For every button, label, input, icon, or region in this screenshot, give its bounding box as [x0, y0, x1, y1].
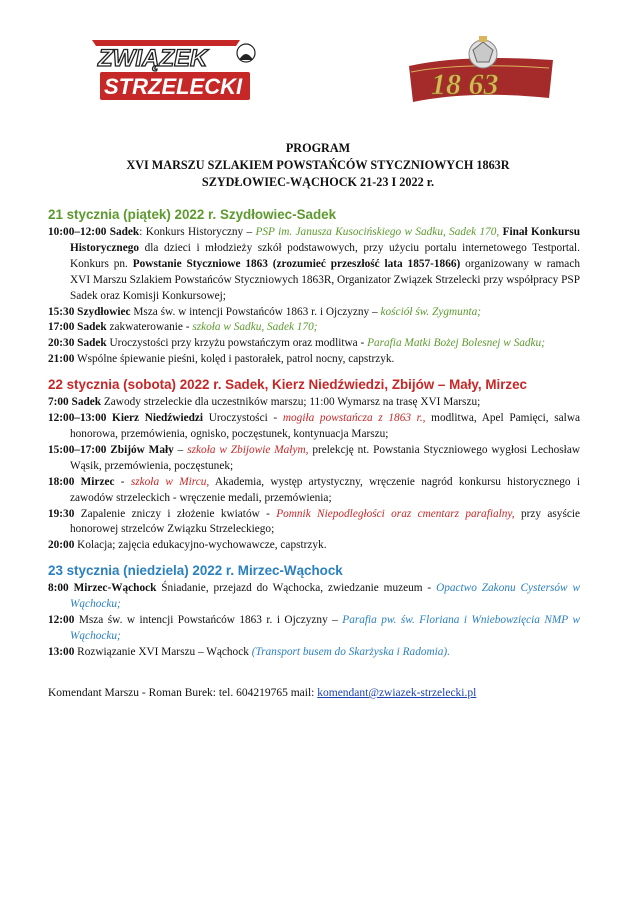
program-entry: 20:30 Sadek Uroczystości przy krzyżu powstańczym oraz modlitwa - Parafia Matki Bożej Bolesnej w Sadku; [48, 337, 545, 350]
program-entry: 18:00 Mirzec - szkoła w Mircu, Akademia, występ artystyczny, wręczenie nagród konkursu historycznego i zawodów strzeleckich - wręczenie medali, przemówienia; [48, 475, 580, 504]
program-entry: 15:00–17:00 Zbijów Mały – szkoła w Zbijowie Małym, prelekcję nt. Powstania Styczniowego wygłosi Lechosław Wąsik, przemówienia, poczęstunek; [48, 443, 580, 472]
program-entry: 10:00–12:00 Sadek: Konkurs Historyczny – PSP im. Janusza Kusocińskiego w Sadku, Sadek 170, Finał Konkursu Historycznego dla dzieci i młodzieży szkół podstawowych, przy użyciu portalu internetowego Testportal. Konkurs pn. Powstanie Styczniowe 1863 (zrozumieć przeszłość lata 1857-1866) organizowany w ramach XVI Marszu Szlakiem Powstańców Styczniowych 1863R, Organizator Związek Strzelecki przy współpracy PSP Sadek oraz Komisji Konkursowej; [48, 226, 580, 302]
program-entry: 19:30 Zapalenie zniczy i złożenie kwiatów - Pomnik Niepodległości oraz cmentarz parafialny, przy asyście honorowej strzelców Związku Strzeleckiego; [48, 507, 581, 536]
program-entry: 20:00 Kolacja; zajęcia edukacyjno-wychowawcze, capstrzyk. [48, 539, 327, 552]
logo-line1: ZWIĄZEK [98, 45, 208, 72]
program-entry: 15:30 Szydłowiec Msza św. w intencji Powstańców 1863 r. i Ojczyzny – kościół św. Zygmunta; [48, 305, 482, 318]
title-line1: PROGRAM [285, 141, 351, 155]
day-heading: 21 stycznia (piątek) 2022 r. Szydłowiec-Sadek [48, 207, 337, 222]
program-entry: 17:00 Sadek zakwaterowanie - szkoła w Sadku, Sadek 170; [48, 321, 318, 334]
footer-contact [48, 687, 476, 699]
title-line3: SZYDŁOWIEC-WĄCHOCK 21-23 I 2022 r. [201, 175, 435, 189]
logo-year: 18 63 [431, 68, 499, 101]
day-heading: 22 stycznia (sobota) 2022 r. Sadek, Kierz Niedźwiedzi, Zbijów – Mały, Mirzec [48, 377, 527, 393]
program-entry: 13:00 Rozwiązanie XVI Marszu – Wąchock (Transport busem do Skarżyska i Radomia). [48, 645, 451, 658]
email-link[interactable]: komendant@zwiazek-strzelecki.pl [317, 687, 477, 699]
document-title [0, 140, 636, 191]
program-entry: 21:00 Wspólne śpiewanie pieśni, kolęd i pastorałek, patrol nocny, capstrzyk. [48, 353, 395, 366]
1863-logo [403, 32, 558, 104]
program-entry: 12:00–13:00 Kierz Niedźwiedzi Uroczystości - mogiła powstańcza z 1863 r., modlitwa, Apel Pamięci, salwa honorowa, przemówienia, ognisko, poczęstunek, kontynuacja Marszu; [48, 412, 580, 440]
footer-text: Komendant Marszu - Roman Burek: tel. 604219765 mail: [48, 687, 318, 699]
program-entry: 7:00 Sadek Zawody strzeleckie dla uczestników marszu; 11:00 Wymarsz na trasę XVI Marszu; [48, 396, 481, 409]
eagle-icon [469, 36, 497, 68]
title-line2: XVI MARSZU SZLAKIEM POWSTAŃCÓW STYCZNIOWYCH 1863R [126, 158, 510, 172]
program-content [48, 206, 580, 661]
day-heading: 23 stycznia (niedziela) 2022 r. Mirzec-Wąchock [48, 563, 343, 579]
zwiazek-strzelecki-logo [90, 38, 260, 108]
program-entry: 8:00 Mirzec-Wąchock Śniadanie, przejazd do Wąchocka, zwiedzanie muzeum - Opactwo Zakonu Cystersów w Wąchocku; [48, 582, 580, 611]
program-entry: 12:00 Msza św. w intencji Powstańców 1863 r. i Ojczyzny – Parafia pw. św. Floriana i Wniebowzięcia NMP w Wąchocku; [48, 614, 580, 642]
logo-line2: STRZELECKI [104, 74, 243, 99]
